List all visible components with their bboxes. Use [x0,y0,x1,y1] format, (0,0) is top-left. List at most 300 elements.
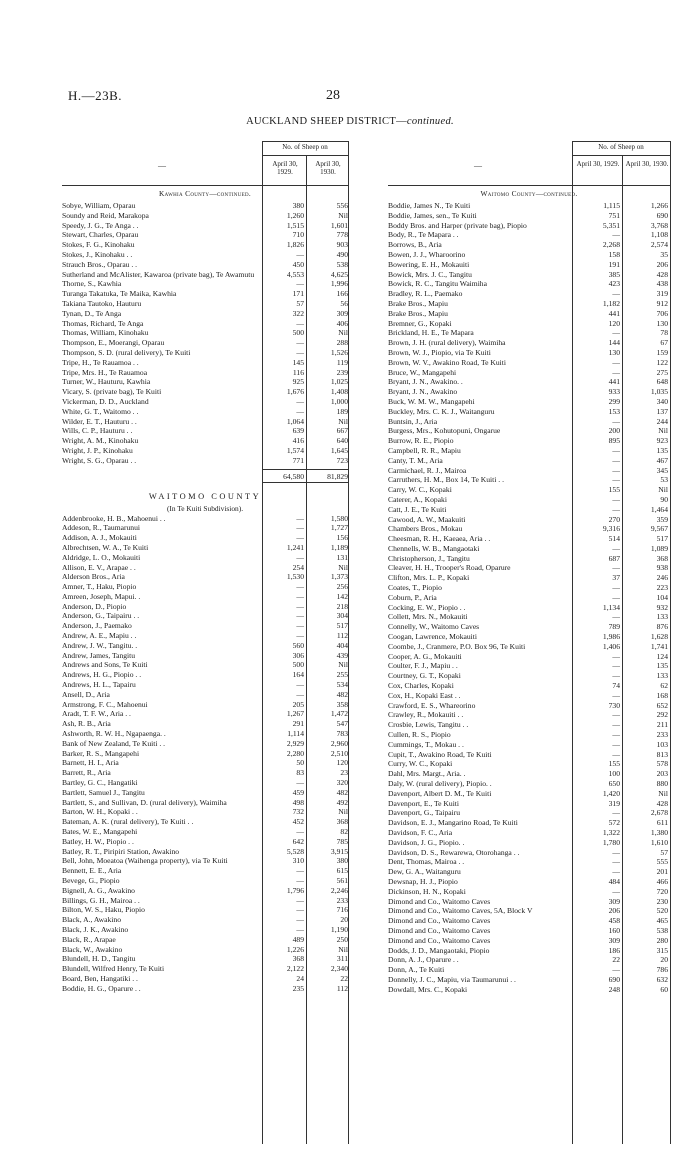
sheep-1929: — [612,965,620,975]
sheep-1929: 319 [608,798,620,808]
sheep-1929: 639 [292,426,304,436]
sheep-1929: — [612,367,620,377]
owner-name: Chambers Bros., Mokau [388,524,463,534]
sheep-1930: 60 [660,984,668,994]
sheep-1929: 164 [292,670,304,680]
owner-name: Bryant, J. N., Awakino. . [388,377,463,387]
sheep-1930: 120 [336,758,348,768]
owner-name: Wilder, E. T., Hauturu . . [62,416,137,426]
table-row [388,750,670,760]
sheep-1929: 572 [608,818,620,828]
owner-name: Carruthers, H. M., Box 14, Te Kuiti . . [388,475,504,485]
owner-name: Davenport, E., Te Kuiti [388,798,460,808]
sheep-1930: 1,266 [650,201,668,210]
sheep-1929: 155 [608,485,620,495]
sheep-1929: 687 [608,553,620,563]
table-row [388,946,670,956]
owner-name: Boddie, James, sen., Te Kuiti [388,210,477,220]
sheep-1930: 57 [660,847,668,857]
sheep-1929: — [296,396,304,406]
kawhia-total-1929: 64,580 [283,471,304,481]
sheep-group-header: No. of Sheep on [282,143,328,151]
owner-name: Allison, E. V., Arapae . . [62,562,136,572]
owner-name: Tynan, D., Te Anga [62,308,122,318]
sheep-1929: 1,322 [602,828,620,837]
table-row [388,897,670,907]
sheep-1930: 380 [336,856,348,866]
owner-name: Donn, A. J., Oparure . . [388,955,459,965]
owner-name: Bremner, G., Kopaki [388,318,452,328]
sheep-1929: 191 [608,259,620,269]
owner-name: Crawley, R., Mokauiti . . [388,710,464,720]
sheep-1929: 458 [608,916,620,926]
table-row [388,887,670,897]
sheep-1930: 315 [656,945,668,955]
sheep-1930: 250 [336,934,348,944]
sheep-1930: 56 [340,298,348,308]
table-row [388,720,670,730]
owner-name: Cox, H., Kopaki East . . [388,690,461,700]
sheep-1930: 1,373 [330,572,348,582]
table-row [388,485,670,495]
sheep-1929: 270 [608,514,620,524]
sheep-1930: 119 [336,357,348,367]
owner-name: Dickinson, H. N., Kopaki [388,886,466,896]
sheep-1930: Nil [338,660,348,670]
sheep-1930: 912 [656,298,668,308]
name-header: — [158,161,166,170]
table-row [388,387,670,397]
sheep-1929: 2,280 [286,748,304,758]
sheep-1929: — [296,680,304,690]
sheep-1929: 933 [608,387,620,397]
owner-name: Andrews, H. L., Tapairu [62,680,136,690]
sheep-1930: 35 [660,249,668,259]
owner-name: Ash, R. B., Aria [62,719,111,729]
owner-name: Brickland, H. E., Te Mapara [388,328,474,338]
sheep-1929: — [612,886,620,896]
sheep-1929: 1,114 [287,729,304,739]
sheep-1930: 538 [336,259,348,269]
sheep-1929: 24 [296,973,304,983]
sheep-1929: — [612,465,620,475]
sheep-1929: 155 [608,759,620,769]
owner-name: Burrow, R. E., Piopio [388,436,454,446]
owner-name: Davenport, Albert D. M., Te Kuiti [388,788,492,798]
sheep-1930: 723 [336,455,348,465]
owner-name: Dewsnap, H. J., Piopio [388,876,458,886]
sheep-1929: 160 [608,925,620,935]
sheep-1929: 1,406 [602,641,620,651]
owner-name: Bartlett, S., and Sullivan, D. (rural delivery), Waimiha [62,797,227,807]
sheep-1930: 706 [656,308,668,318]
sheep-1930: 133 [656,612,668,622]
owner-name: Dimond and Co., Waitomo Caves [388,896,491,906]
right-column [388,141,670,995]
owner-name: Ashworth, R. W. H., Ngapaenga. . [62,729,166,739]
sheep-1929: 171 [292,289,304,299]
sheep-1929: 9,316 [602,524,620,534]
sheep-1930: 166 [336,289,348,299]
owner-name: Soundy and Reid, Marakopa [62,210,149,220]
sheep-1929: — [612,720,620,730]
sheep-1930: 20 [340,915,348,925]
sheep-1930: Nil [658,788,668,798]
sheep-1929: 116 [292,367,304,377]
sheep-1929: — [612,710,620,720]
sheep-1929: 5,351 [602,220,620,230]
owner-name: Brown, W. J., Piopio, via Te Kuiti [388,347,491,357]
sheep-1929: 895 [608,436,620,446]
owner-name: Crawford, E. S., Whareorino [388,700,476,710]
sheep-1929: — [612,563,620,573]
page-title [0,116,700,127]
owner-name: Dodds, J. D., Mangaotaki, Piopio [388,945,490,955]
sheep-1930: 233 [336,895,348,905]
owner-name: Coates, T., Piopio [388,583,442,593]
table-row [388,710,670,720]
sheep-1930: 783 [336,729,348,739]
table-row [388,612,670,622]
sheep-1929: 380 [292,201,304,210]
sheep-1929: — [612,583,620,593]
sheep-1929: 1,574 [286,445,304,455]
table-row [388,779,670,789]
sheep-1929: 1,064 [286,416,304,426]
owner-name: Clifton, Mrs. L. P., Kopaki [388,573,470,583]
col-1929-header: April 30, 1929. [272,160,298,176]
owner-name: Bennett, E. E., Aria [62,866,122,876]
owner-name: Vickerman, D. D., Auckland [62,396,149,406]
sheep-1929: — [612,808,620,818]
owner-name: Andrew, A. E., Mapiu . . [62,631,137,641]
owner-name: Cummings, T., Mokau . . [388,739,464,749]
owner-name: Bell, John, Moeatoa (Waihenga property), via Te Kuiti [62,856,228,866]
owner-name: Wright, A. M., Kinohaku [62,436,139,446]
table-row [388,789,670,799]
sheep-1929: 144 [608,338,620,348]
sheep-1930: 218 [336,601,348,611]
table-row [388,505,670,515]
sheep-1930: 813 [656,749,668,759]
owner-name: Amner, T., Haku, Piopio [62,582,137,592]
sheep-1930: 465 [656,916,668,926]
sheep-1929: 1,420 [602,788,620,798]
sheep-1929: 309 [608,935,620,945]
table-row [388,397,670,407]
sheep-1930: 1,645 [330,445,348,455]
table-row [388,466,670,476]
owner-name: Barton, W. H., Kopaki . . [62,807,138,817]
sheep-1930: 667 [336,426,348,436]
sheep-1930: 311 [336,954,348,964]
table-row [388,230,670,240]
owner-name: Thompson, S. D. (rural delivery), Te Kuiti [62,347,191,357]
sheep-1930: 230 [656,896,668,906]
sheep-1929: 322 [292,308,304,318]
sheep-1929: 310 [292,856,304,866]
owner-name: Thompson, E., Moerangi, Oparau [62,338,165,348]
sheep-1929: 57 [296,298,304,308]
sheep-1929: 650 [608,779,620,789]
table-row [388,201,670,211]
sheep-1930: 406 [336,318,348,328]
table-row [388,730,670,740]
owner-name: Bank of New Zealand, Te Kuiti . . [62,738,166,748]
sheep-1929: 1,260 [286,210,304,220]
owner-name: Burgess, Mrs., Kohutopuni, Ongarue [388,426,501,436]
owner-name: Dimond and Co., Waitomo Caves [388,935,491,945]
owner-name: Turner, W., Hauturu, Kawhia [62,377,151,387]
owner-name: Tripe, Mrs. H., Te Rauamoa [62,367,148,377]
table-row [388,270,670,280]
owner-name: Bradley, R. L., Paemako [388,289,463,299]
sheep-1929: — [612,455,620,465]
sheep-1930: 78 [660,328,668,338]
sheep-1930: 1,464 [650,504,668,514]
sheep-1929: 560 [292,640,304,650]
owner-name: Daly, W. (rural delivery), Piopio. . [388,779,492,789]
sheep-1930: 517 [336,621,348,631]
sheep-1929: 441 [608,377,620,387]
sheep-1930: 1,741 [650,641,668,651]
sheep-1930: 304 [336,611,348,621]
sheep-1930: 309 [336,308,348,318]
table-row [388,338,670,348]
table-row [388,642,670,652]
sheep-1929: — [296,621,304,631]
sheep-1930: 439 [336,650,348,660]
sheep-1930: 22 [340,973,348,983]
sheep-1929: — [296,338,304,348]
sheep-1930: 1,190 [330,924,348,934]
sheep-1930: 1,108 [650,230,668,240]
sheep-1930: 2,960 [330,738,348,748]
sheep-1930: 20 [660,955,668,965]
owner-name: Dowdall, Mrs. C., Kopaki [388,984,468,994]
sheep-1930: 233 [656,730,668,740]
sheep-1930: 4,625 [330,269,348,279]
sheep-1929: 153 [608,406,620,416]
sheep-1930: 466 [656,876,668,886]
sheep-1930: 404 [336,640,348,650]
owner-name: Anderson, G., Taipairu . . [62,611,140,621]
sheep-1930: 255 [336,670,348,680]
sheep-1930: 520 [656,906,668,916]
sheep-1929: 37 [612,573,620,583]
table-row [388,515,670,525]
sheep-1930: 82 [340,827,348,837]
sheep-1929: — [612,690,620,700]
sheep-1929: 789 [608,622,620,632]
table-row [388,593,670,603]
owner-name: Caterer, A., Kopaki [388,494,447,504]
sheep-1930: 124 [656,651,668,661]
sheep-1929: — [296,406,304,416]
table-row [388,906,670,916]
sheep-1929: — [296,601,304,611]
sheep-1929: 50 [296,758,304,768]
sheep-1929: 186 [608,945,620,955]
waitomo-continued-heading: Waitomo County—continued. [480,189,578,198]
sheep-1929: — [296,279,304,289]
owner-name: Davenport, G., Taipairu [388,808,461,818]
table-row [388,681,670,691]
sheep-1929: 158 [608,249,620,259]
sheep-1929: — [296,631,304,641]
sheep-1929: 205 [292,699,304,709]
sheep-1930: Nil [338,210,348,220]
sheep-1930: 135 [656,445,668,455]
sheep-1930: 9,567 [650,524,668,534]
sheep-1930: 534 [336,680,348,690]
sheep-1929: 306 [292,650,304,660]
table-row [388,691,670,701]
sheep-1929: 235 [292,983,304,993]
table-row [388,436,670,446]
sheep-1930: 244 [656,416,668,426]
sheep-1929: 1,182 [602,298,620,308]
table-row [388,857,670,867]
sheep-1929: 83 [296,768,304,778]
owner-name: Brake Bros., Mapiu [388,298,448,308]
owner-name: Ansell, D., Aria [62,689,110,699]
owner-name: Bowick, R. C., Tangitu Waimiha [388,279,487,289]
sheep-1929: 1,226 [286,944,304,954]
sheep-1930: 923 [656,436,668,446]
sheep-1929: — [612,612,620,622]
owner-name: Batley, R. T., Piripiri Station, Awakino [62,846,180,856]
sheep-1930: 319 [656,289,668,299]
sheep-1930: 690 [656,210,668,220]
owner-name: Borrows, B., Aria [388,240,442,250]
sheep-1930: 359 [656,514,668,524]
owner-name: Crosbie, Lewis, Tangitu . . [388,720,469,730]
sheep-1930: 561 [336,876,348,885]
table-row [388,955,670,965]
sheep-1930: 2,246 [330,885,348,895]
sheep-1929: 254 [292,562,304,572]
sheep-1929: — [612,475,620,485]
owner-name: Buck, W. M. W., Mangapehi [388,396,475,406]
sheep-1930: 482 [336,787,348,797]
sheep-1929: 416 [292,436,304,446]
table-row [388,358,670,368]
sheep-1929: — [296,778,304,788]
table-row [388,965,670,975]
sheep-1930: 467 [656,455,668,465]
table-row [388,828,670,838]
sheep-1929: 1,515 [286,220,304,230]
sheep-1929: — [612,328,620,338]
table-row [388,799,670,809]
owner-name: White, G. T., Waitomo . . [62,406,139,416]
sheep-1930: 2,340 [330,964,348,974]
sheep-group-header-right: No. of Sheep on [598,143,644,151]
sheep-1930: 1,000 [330,396,348,406]
sheep-1929: — [296,533,304,543]
owner-name: Dimond and Co., Waitomo Caves [388,916,491,926]
table-row [388,975,670,985]
owner-name: Vicary, S. (private bag), Te Kuiti [62,387,162,397]
table-row [388,583,670,593]
sheep-1930: 159 [656,347,668,357]
sheep-1930: 67 [660,338,668,348]
sheep-1929: — [296,591,304,601]
owner-name: Bateman, A. K. (rural delivery), Te Kuiti . . [62,817,194,827]
sheep-1929: 4,553 [286,269,304,279]
owner-name: Coburn, P., Aria [388,592,437,602]
owner-name: Courtney, G. T., Kopaki [388,671,461,681]
table-row [388,309,670,319]
sheep-1930: 280 [656,935,668,945]
page-title-main: AUCKLAND SHEEP DISTRICT— [246,116,407,127]
owner-name: Blundell, Wilfred Henry, Te Kuiti [62,964,165,974]
sheep-1929: — [612,739,620,749]
sheep-1930: Nil [338,416,348,426]
waitomo-heading: WAITOMO COUNTY [148,491,262,501]
owner-name: Black, W., Awakino [62,944,123,954]
owner-name: Aradt, T. F. W., Aria . . [62,709,131,719]
table-row [388,319,670,329]
table-row [388,289,670,299]
sheep-1930: Nil [338,562,348,572]
table-row [388,838,670,848]
page-title-continued: continued. [406,116,454,127]
sheep-1929: 500 [292,660,304,670]
owner-name: Collett, Mrs. N., Mokauiti [388,612,468,622]
table-row [388,563,670,573]
owner-name: Amreen, Joseph, Mapui. . [62,591,141,601]
owner-name: Catt, J. E., Te Kuiti [388,504,447,514]
owner-name: Buckley, Mrs. C. K. J., Waitanguru [388,406,495,416]
sheep-1929: 690 [608,974,620,984]
table-row [388,926,670,936]
sheep-1929: 368 [292,954,304,964]
sheep-1930: 1,089 [650,543,668,553]
owner-name: Bignell, A. G., Awakino [62,885,135,895]
sheep-1929: — [612,357,620,367]
sheep-1930: 482 [336,689,348,699]
table-row [388,701,670,711]
table-row [388,652,670,662]
sheep-1930: 256 [336,582,348,592]
owner-name: Barker, R. S., Mangapehi [62,748,140,758]
sheep-1930: 2,574 [650,240,668,250]
owner-name: Alderson Bros., Aria [62,572,125,582]
sheep-1930: 578 [656,759,668,769]
sheep-1929: 100 [608,769,620,779]
owner-name: Board, Ben, Hangatiki . . [62,973,138,983]
sheep-1930: 340 [656,396,668,406]
owner-name: Brown, W. V., Awakino Road, Te Kuiti [388,357,506,367]
sheep-1930: 648 [656,377,668,387]
sheep-1929: — [296,924,304,934]
sheep-1929: 200 [608,426,620,436]
table-row [388,877,670,887]
owner-name: Sobye, William, Oparau [62,201,136,210]
owner-name: Davidson, F. C., Aria [388,828,453,837]
sheep-1929: 145 [292,357,304,367]
owner-name: Dew, G. A., Waitanguru [388,867,461,877]
sheep-1929: — [296,523,304,533]
sheep-1929: 1,986 [602,632,620,642]
owner-name: Addison, A. J., Mokauiti [62,533,137,543]
owner-name: Aldridge, L. O., Mokauiti [62,552,141,562]
owner-name: Bruce, W., Mangapehi [388,367,457,377]
owner-name: Blundell, H. D., Tangitu [62,954,136,964]
sheep-1929: 299 [608,396,620,406]
